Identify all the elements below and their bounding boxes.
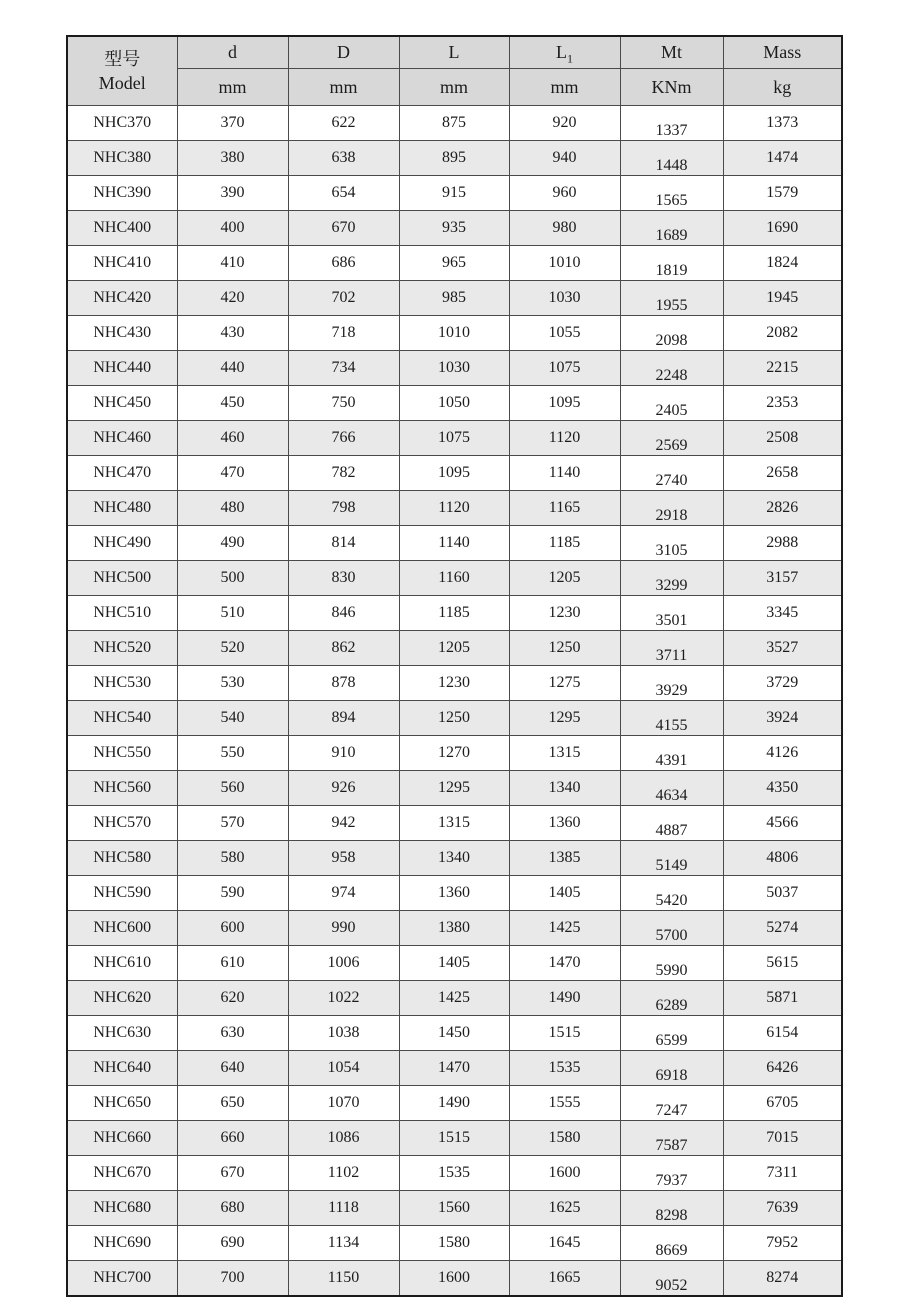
value-cell: 3527 [723, 631, 842, 666]
value-cell: 1055 [509, 316, 620, 351]
table-row [67, 176, 842, 211]
value-cell: 1030 [399, 351, 509, 386]
table-row [67, 1051, 842, 1086]
value-cell: 2215 [723, 351, 842, 386]
value-cell: 1120 [509, 421, 620, 456]
model-cell: NHC680 [67, 1191, 177, 1226]
value-cell: 1560 [399, 1191, 509, 1226]
value-cell: 550 [177, 736, 288, 771]
table-row [67, 316, 842, 351]
value-cell: 1140 [509, 456, 620, 491]
value-cell: 540 [177, 701, 288, 736]
value-cell: 1515 [509, 1016, 620, 1051]
value-cell: 5990 [620, 946, 723, 981]
table-row [67, 631, 842, 666]
model-cell: NHC650 [67, 1086, 177, 1121]
table-row [67, 281, 842, 316]
value-cell: 700 [177, 1261, 288, 1297]
model-cell: NHC420 [67, 281, 177, 316]
value-cell: 1250 [399, 701, 509, 736]
table-row [67, 1226, 842, 1261]
value-cell: 1134 [288, 1226, 399, 1261]
value-cell: 620 [177, 981, 288, 1016]
model-cell: NHC700 [67, 1261, 177, 1297]
value-cell: 1600 [509, 1156, 620, 1191]
table-row [67, 246, 842, 281]
value-cell: 894 [288, 701, 399, 736]
value-cell: 1120 [399, 491, 509, 526]
value-cell: 686 [288, 246, 399, 281]
table-header [67, 36, 842, 106]
model-cell: NHC410 [67, 246, 177, 281]
value-cell: 990 [288, 911, 399, 946]
value-cell: 1340 [509, 771, 620, 806]
col-header-Mass: Mass [723, 36, 842, 69]
col-header-Mt: Mt [620, 36, 723, 69]
value-cell: 1205 [509, 561, 620, 596]
model-cell: NHC560 [67, 771, 177, 806]
value-cell: 1580 [509, 1121, 620, 1156]
value-cell: 430 [177, 316, 288, 351]
model-cell: NHC530 [67, 666, 177, 701]
value-cell: 1373 [723, 106, 842, 141]
value-cell: 6426 [723, 1051, 842, 1086]
value-cell: 1448 [620, 141, 723, 176]
value-cell: 2569 [620, 421, 723, 456]
model-cell: NHC440 [67, 351, 177, 386]
value-cell: 1295 [509, 701, 620, 736]
value-cell: 6918 [620, 1051, 723, 1086]
model-header-cn: 型号 [104, 48, 141, 69]
value-cell: 1425 [509, 911, 620, 946]
value-cell: 1470 [509, 946, 620, 981]
value-cell: 814 [288, 526, 399, 561]
value-cell: 5871 [723, 981, 842, 1016]
unit-header-D: mm [288, 69, 399, 106]
value-cell: 1295 [399, 771, 509, 806]
value-cell: 2658 [723, 456, 842, 491]
value-cell: 6289 [620, 981, 723, 1016]
value-cell: 4155 [620, 701, 723, 736]
value-cell: 1165 [509, 491, 620, 526]
value-cell: 1230 [399, 666, 509, 701]
model-cell: NHC460 [67, 421, 177, 456]
value-cell: 1038 [288, 1016, 399, 1051]
value-cell: 1665 [509, 1261, 620, 1297]
value-cell: 3729 [723, 666, 842, 701]
value-cell: 410 [177, 246, 288, 281]
value-cell: 960 [509, 176, 620, 211]
value-cell: 680 [177, 1191, 288, 1226]
value-cell: 5037 [723, 876, 842, 911]
value-cell: 8298 [620, 1191, 723, 1226]
value-cell: 9052 [620, 1261, 723, 1297]
value-cell: 390 [177, 176, 288, 211]
table-row [67, 841, 842, 876]
value-cell: 942 [288, 806, 399, 841]
table-row [67, 1261, 842, 1297]
value-cell: 965 [399, 246, 509, 281]
value-cell: 1075 [399, 421, 509, 456]
value-cell: 690 [177, 1226, 288, 1261]
value-cell: 660 [177, 1121, 288, 1156]
value-cell: 1006 [288, 946, 399, 981]
value-cell: 6705 [723, 1086, 842, 1121]
value-cell: 2353 [723, 386, 842, 421]
table-row [67, 456, 842, 491]
model-cell: NHC370 [67, 106, 177, 141]
value-cell: 5615 [723, 946, 842, 981]
value-cell: 2988 [723, 526, 842, 561]
value-cell: 8274 [723, 1261, 842, 1297]
value-cell: 450 [177, 386, 288, 421]
value-cell: 440 [177, 351, 288, 386]
value-cell: 1185 [399, 596, 509, 631]
value-cell: 400 [177, 211, 288, 246]
model-cell: NHC540 [67, 701, 177, 736]
unit-header-Mt: KNm [620, 69, 723, 106]
table-row [67, 771, 842, 806]
unit-header-d: mm [177, 69, 288, 106]
table-row [67, 596, 842, 631]
value-cell: 3924 [723, 701, 842, 736]
value-cell: 974 [288, 876, 399, 911]
value-cell: 3345 [723, 596, 842, 631]
table-row [67, 666, 842, 701]
model-cell: NHC590 [67, 876, 177, 911]
value-cell: 2826 [723, 491, 842, 526]
value-cell: 1625 [509, 1191, 620, 1226]
value-cell: 1470 [399, 1051, 509, 1086]
value-cell: 480 [177, 491, 288, 526]
value-cell: 2082 [723, 316, 842, 351]
value-cell: 630 [177, 1016, 288, 1051]
value-cell: 670 [288, 211, 399, 246]
table-row [67, 141, 842, 176]
value-cell: 1515 [399, 1121, 509, 1156]
value-cell: 1689 [620, 211, 723, 246]
value-cell: 2508 [723, 421, 842, 456]
model-cell: NHC670 [67, 1156, 177, 1191]
col-header-D: D [288, 36, 399, 69]
value-cell: 1565 [620, 176, 723, 211]
value-cell: 2740 [620, 456, 723, 491]
model-header-en: Model [98, 73, 146, 93]
model-cell: NHC660 [67, 1121, 177, 1156]
table-row [67, 561, 842, 596]
value-cell: 4887 [620, 806, 723, 841]
value-cell: 1579 [723, 176, 842, 211]
value-cell: 590 [177, 876, 288, 911]
value-cell: 1070 [288, 1086, 399, 1121]
value-cell: 570 [177, 806, 288, 841]
value-cell: 7247 [620, 1086, 723, 1121]
value-cell: 460 [177, 421, 288, 456]
value-cell: 654 [288, 176, 399, 211]
table-row [67, 351, 842, 386]
value-cell: 380 [177, 141, 288, 176]
value-cell: 875 [399, 106, 509, 141]
model-cell: NHC570 [67, 806, 177, 841]
value-cell: 1474 [723, 141, 842, 176]
table-row [67, 1016, 842, 1051]
value-cell: 520 [177, 631, 288, 666]
value-cell: 958 [288, 841, 399, 876]
table-row [67, 911, 842, 946]
value-cell: 1955 [620, 281, 723, 316]
value-cell: 1185 [509, 526, 620, 561]
value-cell: 3299 [620, 561, 723, 596]
model-cell: NHC630 [67, 1016, 177, 1051]
value-cell: 4634 [620, 771, 723, 806]
model-cell: NHC430 [67, 316, 177, 351]
value-cell: 510 [177, 596, 288, 631]
value-cell: 2248 [620, 351, 723, 386]
value-cell: 895 [399, 141, 509, 176]
value-cell: 985 [399, 281, 509, 316]
model-cell: NHC640 [67, 1051, 177, 1086]
value-cell: 734 [288, 351, 399, 386]
value-cell: 6599 [620, 1016, 723, 1051]
value-cell: 5274 [723, 911, 842, 946]
unit-header-L: mm [399, 69, 509, 106]
model-cell: NHC510 [67, 596, 177, 631]
value-cell: 2405 [620, 386, 723, 421]
value-cell: 1118 [288, 1191, 399, 1226]
value-cell: 7015 [723, 1121, 842, 1156]
table-row [67, 1121, 842, 1156]
model-cell: NHC450 [67, 386, 177, 421]
col-header-d: d [177, 36, 288, 69]
table-row [67, 386, 842, 421]
table-row [67, 806, 842, 841]
value-cell: 1010 [399, 316, 509, 351]
table-row [67, 876, 842, 911]
col-header-L: L [399, 36, 509, 69]
model-cell: NHC380 [67, 141, 177, 176]
value-cell: 3105 [620, 526, 723, 561]
value-cell: 7937 [620, 1156, 723, 1191]
table-row [67, 736, 842, 771]
value-cell: 1160 [399, 561, 509, 596]
value-cell: 1250 [509, 631, 620, 666]
table-row [67, 1086, 842, 1121]
value-cell: 846 [288, 596, 399, 631]
subscript-1: 1 [567, 51, 573, 66]
value-cell: 1490 [509, 981, 620, 1016]
value-cell: 622 [288, 106, 399, 141]
value-cell: 1645 [509, 1226, 620, 1261]
value-cell: 1824 [723, 246, 842, 281]
table-row [67, 701, 842, 736]
value-cell: 470 [177, 456, 288, 491]
model-cell: NHC600 [67, 911, 177, 946]
value-cell: 370 [177, 106, 288, 141]
table-row [67, 1156, 842, 1191]
value-cell: 4566 [723, 806, 842, 841]
table-row [67, 421, 842, 456]
value-cell: 1095 [509, 386, 620, 421]
value-cell: 1690 [723, 211, 842, 246]
value-cell: 1945 [723, 281, 842, 316]
value-cell: 1425 [399, 981, 509, 1016]
value-cell: 980 [509, 211, 620, 246]
value-cell: 3157 [723, 561, 842, 596]
value-cell: 878 [288, 666, 399, 701]
value-cell: 1050 [399, 386, 509, 421]
value-cell: 782 [288, 456, 399, 491]
value-cell: 766 [288, 421, 399, 456]
table-row [67, 946, 842, 981]
value-cell: 1385 [509, 841, 620, 876]
value-cell: 920 [509, 106, 620, 141]
value-cell: 926 [288, 771, 399, 806]
value-cell: 702 [288, 281, 399, 316]
value-cell: 2098 [620, 316, 723, 351]
model-cell: NHC550 [67, 736, 177, 771]
table-row [67, 1191, 842, 1226]
value-cell: 530 [177, 666, 288, 701]
value-cell: 420 [177, 281, 288, 316]
value-cell: 1140 [399, 526, 509, 561]
value-cell: 1340 [399, 841, 509, 876]
unit-header-L1: mm [509, 69, 620, 106]
table-body [67, 106, 842, 1297]
value-cell: 600 [177, 911, 288, 946]
value-cell: 638 [288, 141, 399, 176]
value-cell: 1360 [399, 876, 509, 911]
value-cell: 8669 [620, 1226, 723, 1261]
value-cell: 1054 [288, 1051, 399, 1086]
model-cell: NHC390 [67, 176, 177, 211]
model-cell: NHC490 [67, 526, 177, 561]
value-cell: 580 [177, 841, 288, 876]
value-cell: 1580 [399, 1226, 509, 1261]
value-cell: 1102 [288, 1156, 399, 1191]
spec-table [66, 35, 843, 1297]
value-cell: 2918 [620, 491, 723, 526]
value-cell: 490 [177, 526, 288, 561]
value-cell: 1555 [509, 1086, 620, 1121]
value-cell: 560 [177, 771, 288, 806]
value-cell: 610 [177, 946, 288, 981]
value-cell: 1450 [399, 1016, 509, 1051]
value-cell: 1405 [509, 876, 620, 911]
value-cell: 4126 [723, 736, 842, 771]
value-cell: 4350 [723, 771, 842, 806]
value-cell: 7311 [723, 1156, 842, 1191]
value-cell: 830 [288, 561, 399, 596]
model-cell: NHC610 [67, 946, 177, 981]
model-cell: NHC620 [67, 981, 177, 1016]
value-cell: 6154 [723, 1016, 842, 1051]
model-cell: NHC480 [67, 491, 177, 526]
value-cell: 650 [177, 1086, 288, 1121]
value-cell: 3929 [620, 666, 723, 701]
model-column-header [67, 36, 177, 106]
value-cell: 798 [288, 491, 399, 526]
value-cell: 940 [509, 141, 620, 176]
value-cell: 1600 [399, 1261, 509, 1297]
value-cell: 3711 [620, 631, 723, 666]
value-cell: 1819 [620, 246, 723, 281]
value-cell: 1075 [509, 351, 620, 386]
value-cell: 1010 [509, 246, 620, 281]
spec-table-container [66, 35, 843, 1297]
col-header-L1: $L_1$ [509, 36, 620, 69]
value-cell: 750 [288, 386, 399, 421]
table-row [67, 106, 842, 141]
value-cell: 500 [177, 561, 288, 596]
value-cell: 1230 [509, 596, 620, 631]
value-cell: 1205 [399, 631, 509, 666]
value-cell: 640 [177, 1051, 288, 1086]
value-cell: 1275 [509, 666, 620, 701]
model-cell: NHC470 [67, 456, 177, 491]
value-cell: 1150 [288, 1261, 399, 1297]
unit-header-Mass: kg [723, 69, 842, 106]
value-cell: 1022 [288, 981, 399, 1016]
table-row [67, 981, 842, 1016]
value-cell: 1095 [399, 456, 509, 491]
value-cell: 5700 [620, 911, 723, 946]
value-cell: 4391 [620, 736, 723, 771]
table-row [67, 526, 842, 561]
table-row [67, 211, 842, 246]
model-cell: NHC500 [67, 561, 177, 596]
model-cell: NHC520 [67, 631, 177, 666]
value-cell: 5420 [620, 876, 723, 911]
value-cell: 670 [177, 1156, 288, 1191]
value-cell: 1380 [399, 911, 509, 946]
model-cell: NHC690 [67, 1226, 177, 1261]
value-cell: 935 [399, 211, 509, 246]
model-cell: NHC400 [67, 211, 177, 246]
value-cell: 915 [399, 176, 509, 211]
value-cell: 3501 [620, 596, 723, 631]
value-cell: 1030 [509, 281, 620, 316]
value-cell: 1360 [509, 806, 620, 841]
value-cell: 4806 [723, 841, 842, 876]
value-cell: 1086 [288, 1121, 399, 1156]
value-cell: 718 [288, 316, 399, 351]
value-cell: 1405 [399, 946, 509, 981]
model-cell: NHC580 [67, 841, 177, 876]
value-cell: 1270 [399, 736, 509, 771]
value-cell: 7952 [723, 1226, 842, 1261]
value-cell: 862 [288, 631, 399, 666]
value-cell: 910 [288, 736, 399, 771]
value-cell: 7587 [620, 1121, 723, 1156]
value-cell: 1535 [509, 1051, 620, 1086]
value-cell: 7639 [723, 1191, 842, 1226]
value-cell: 1535 [399, 1156, 509, 1191]
value-cell: 5149 [620, 841, 723, 876]
value-cell: 1337 [620, 106, 723, 141]
value-cell: 1315 [509, 736, 620, 771]
value-cell: 1490 [399, 1086, 509, 1121]
value-cell: 1315 [399, 806, 509, 841]
table-row [67, 491, 842, 526]
